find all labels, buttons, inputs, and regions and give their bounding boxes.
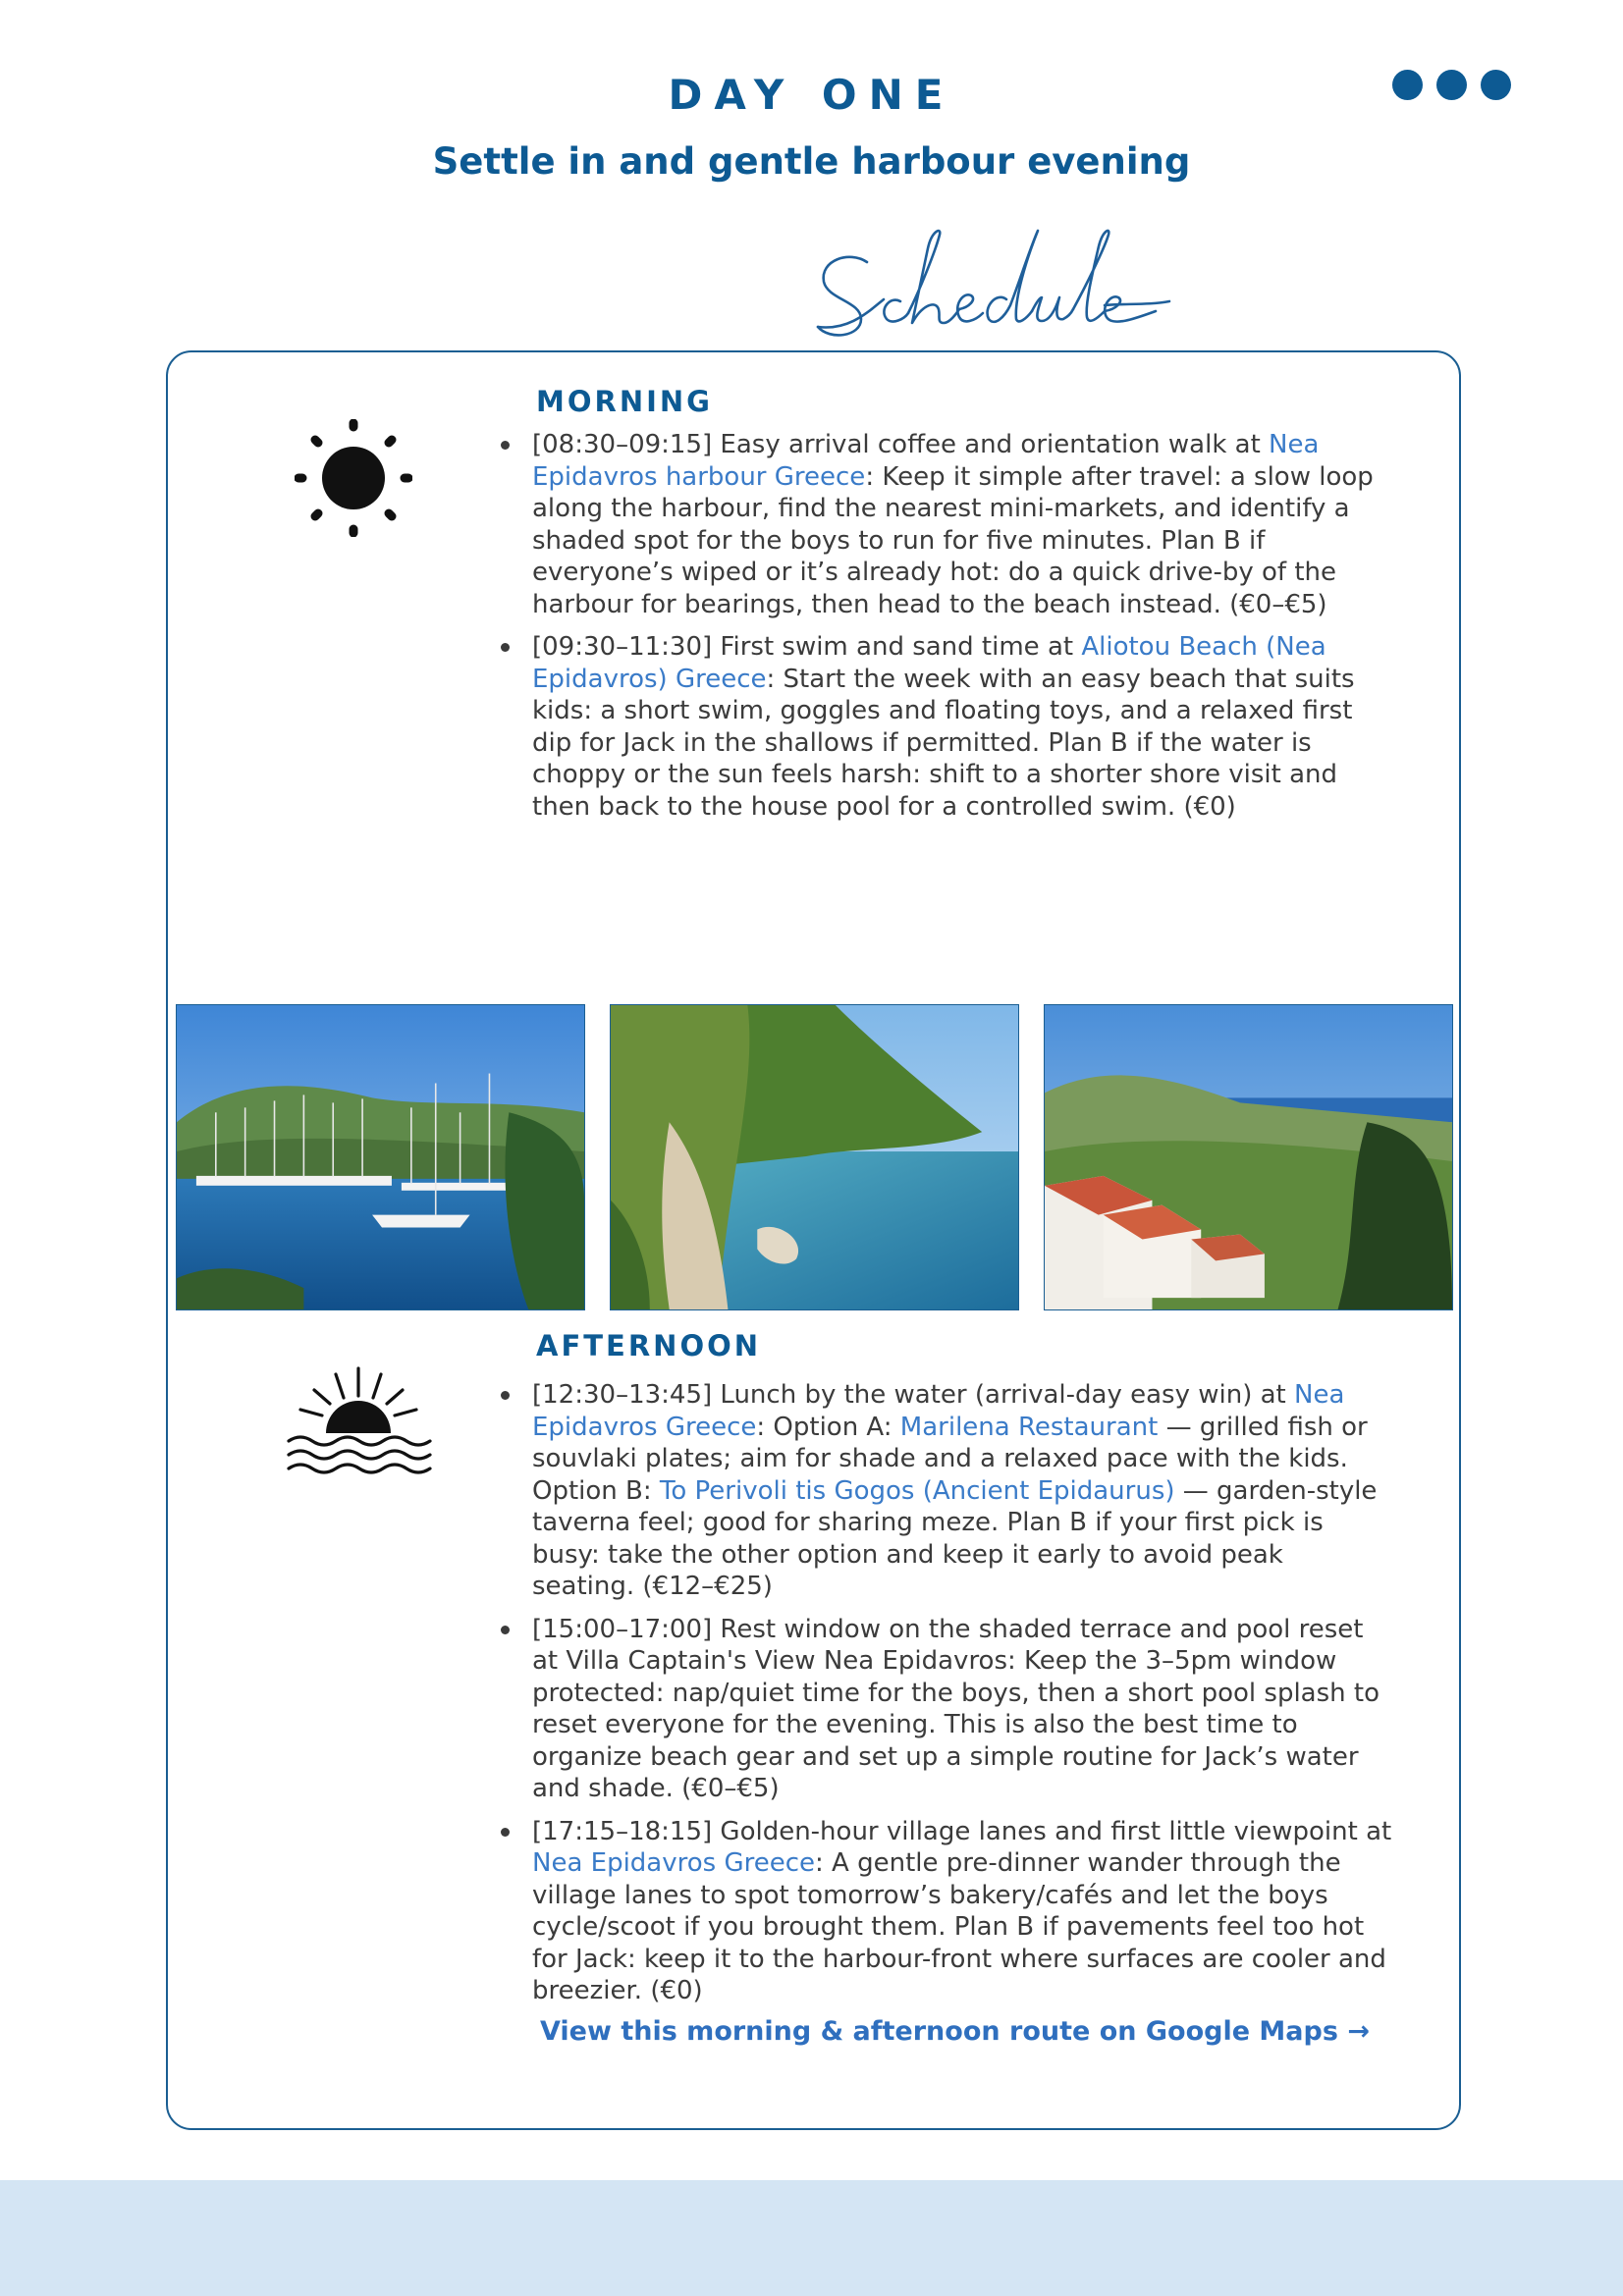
sunset-icon [285, 1364, 432, 1478]
place-link[interactable]: Nea Epidavros Greece [532, 1380, 1345, 1442]
morning-list [489, 429, 1392, 833]
day-title: DAY ONE [668, 71, 955, 119]
item-text: — garden-style taverna feel; good for sharing meze. Plan B if your first pick is busy: take the other option and keep it early to avoid peak seating. (€12–€25) [532, 1475, 1378, 1601]
place-link[interactable]: Aliotou Beach (Nea Epidavros) Greece [532, 632, 1326, 694]
sun-icon [295, 419, 412, 537]
village-view-photo [1044, 1004, 1453, 1310]
list-item [489, 631, 1392, 823]
list-item [489, 1614, 1392, 1805]
beach-cove-photo [610, 1004, 1019, 1310]
footer-band [0, 2180, 1623, 2296]
item-text: : Keep it simple after travel: a slow loop along the harbour, find the nearest mini-markets, and identify a shaded spot for the boys to run for five minutes. Plan B if everyone’s wiped or it’s already hot: do a quick drive-by of the harbour for bearings, then head to the beach instead. (€0–€5) [532, 461, 1374, 619]
item-time: [17:15–18:15] [532, 1816, 713, 1846]
item-text: : Start the week with an easy beach that suits kids: a short swim, goggles and floating toys, and a relaxed first dip for Jack in the shallows if permitted. Plan B if the water is choppy or the sun feels harsh: shift to a shorter shore visit and then back to the house pool for a controlled swim. (€0) [532, 664, 1355, 822]
item-text: Lunch by the water (arrival-day easy win) at [712, 1380, 1295, 1410]
list-item [489, 429, 1392, 620]
item-text: : A gentle pre-dinner wander through the village lanes to spot tomorrow’s bakery/cafés and let the boys cycle/scoot if you brought them. Plan B if pavements feel too hot for Jack: keep it to the harbour-front where surfaces are cooler and breezier. (€0) [532, 1848, 1386, 2005]
item-text: — grilled fish or souvlaki plates; aim for shade and a relaxed pace with the kids. Option B: [532, 1412, 1368, 1506]
morning-label: MORNING [536, 385, 713, 418]
afternoon-list [489, 1379, 1392, 2018]
place-link[interactable]: Nea Epidavros harbour Greece [532, 430, 1320, 492]
item-time: [12:30–13:45] [532, 1380, 713, 1410]
item-text: Rest window on the shaded terrace and pool reset at Villa Captain's View Nea Epidavros: Keep the 3–5pm window protected: nap/quiet time for the boys, then a short pool splash to reset everyone for the evening. This is also the best time to organize beach gear and set up a simple routine for Jack’s water and shade. (€0–€5) [532, 1614, 1380, 1803]
item-time: [08:30–09:15] [532, 430, 713, 459]
restaurant-link[interactable]: To Perivoli tis Gogos (Ancient Epidaurus) [659, 1475, 1175, 1506]
item-time: [15:00–17:00] [532, 1614, 713, 1644]
item-text: Easy arrival coffee and orientation walk at [712, 430, 1270, 459]
item-time: [09:30–11:30] [532, 632, 713, 662]
list-item [489, 1816, 1392, 2007]
restaurant-link[interactable]: Marilena Restaurant [899, 1412, 1159, 1442]
harbour-photo [176, 1004, 585, 1310]
item-text: : Option A: [756, 1412, 900, 1442]
item-text: First swim and sand time at [712, 632, 1082, 662]
schedule-script-heading [810, 221, 1173, 348]
afternoon-label: AFTERNOON [536, 1329, 762, 1362]
place-link[interactable]: Nea Epidavros Greece [532, 1848, 816, 1878]
photo-strip [176, 1004, 1452, 1310]
google-maps-route-link[interactable]: View this morning & afternoon route on Google Maps → [540, 2016, 1370, 2047]
item-text: Golden-hour village lanes and first little viewpoint at [712, 1816, 1392, 1846]
day-subtitle: Settle in and gentle harbour evening [432, 140, 1191, 183]
list-item [489, 1379, 1392, 1603]
